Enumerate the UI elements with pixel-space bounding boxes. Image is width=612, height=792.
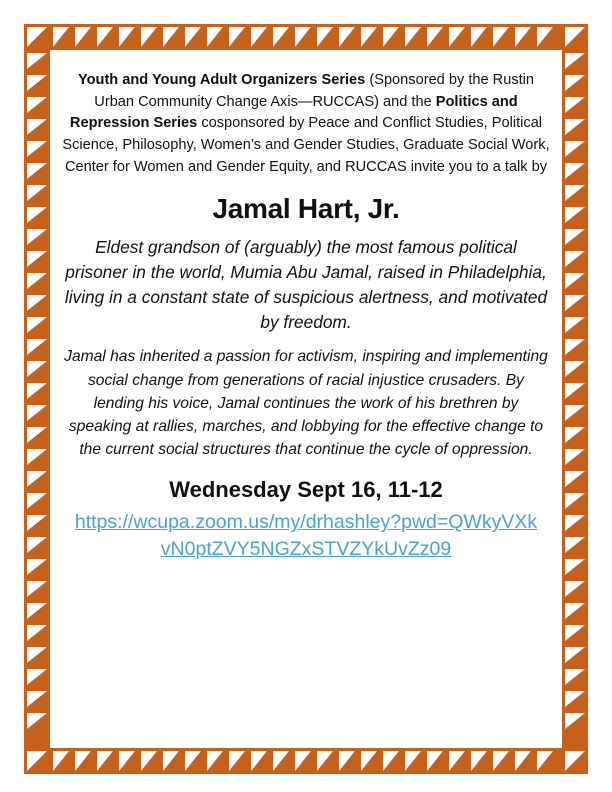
speaker-bio: Jamal has inherited a passion for activism, inspiring and implementing social change from generations of racial injustice crusaders. By lending his voice, Jamal continues the work of his brethren by speaking at rallies, marches, and lobbying for the effective change to the current social structures that continue the cycle of oppression. [64, 348, 548, 459]
series-2-details: cosponsored by Peace and Conflict Studies, Political Science, Philosophy, Women’s and Gender Studies, Graduate Social Work, Center for Women and Gender Equity, and RUCCAS invite you to a talk by [62, 115, 550, 175]
speaker-tagline: Eldest grandson of (arguably) the most famous political prisoner in the world, Mumia Abu Jamal, raised in Philadelphia, living in a constant state of suspicious alertness, and motivated by freedom. [64, 236, 548, 333]
intro-paragraph [62, 70, 550, 179]
event-datetime: Wednesday Sept 16, 11-12 [169, 477, 443, 503]
zoom-meeting-link[interactable]: https://wcupa.zoom.us/my/drhashley?pwd=QWkyVXkvN0ptZVY5NGZxSTVZYkUvZz09 [74, 511, 538, 561]
speaker-name: Jamal Hart, Jr. [212, 192, 400, 224]
flyer-content [62, 70, 550, 563]
series-1-name: Youth and Young Adult Organizers Series [77, 72, 366, 88]
series-2-name: Politics and Repression Series [69, 93, 518, 132]
series-1-details: (Sponsored by the Rustin Urban Community Change Axis—RUCCAS) and the [94, 72, 535, 110]
